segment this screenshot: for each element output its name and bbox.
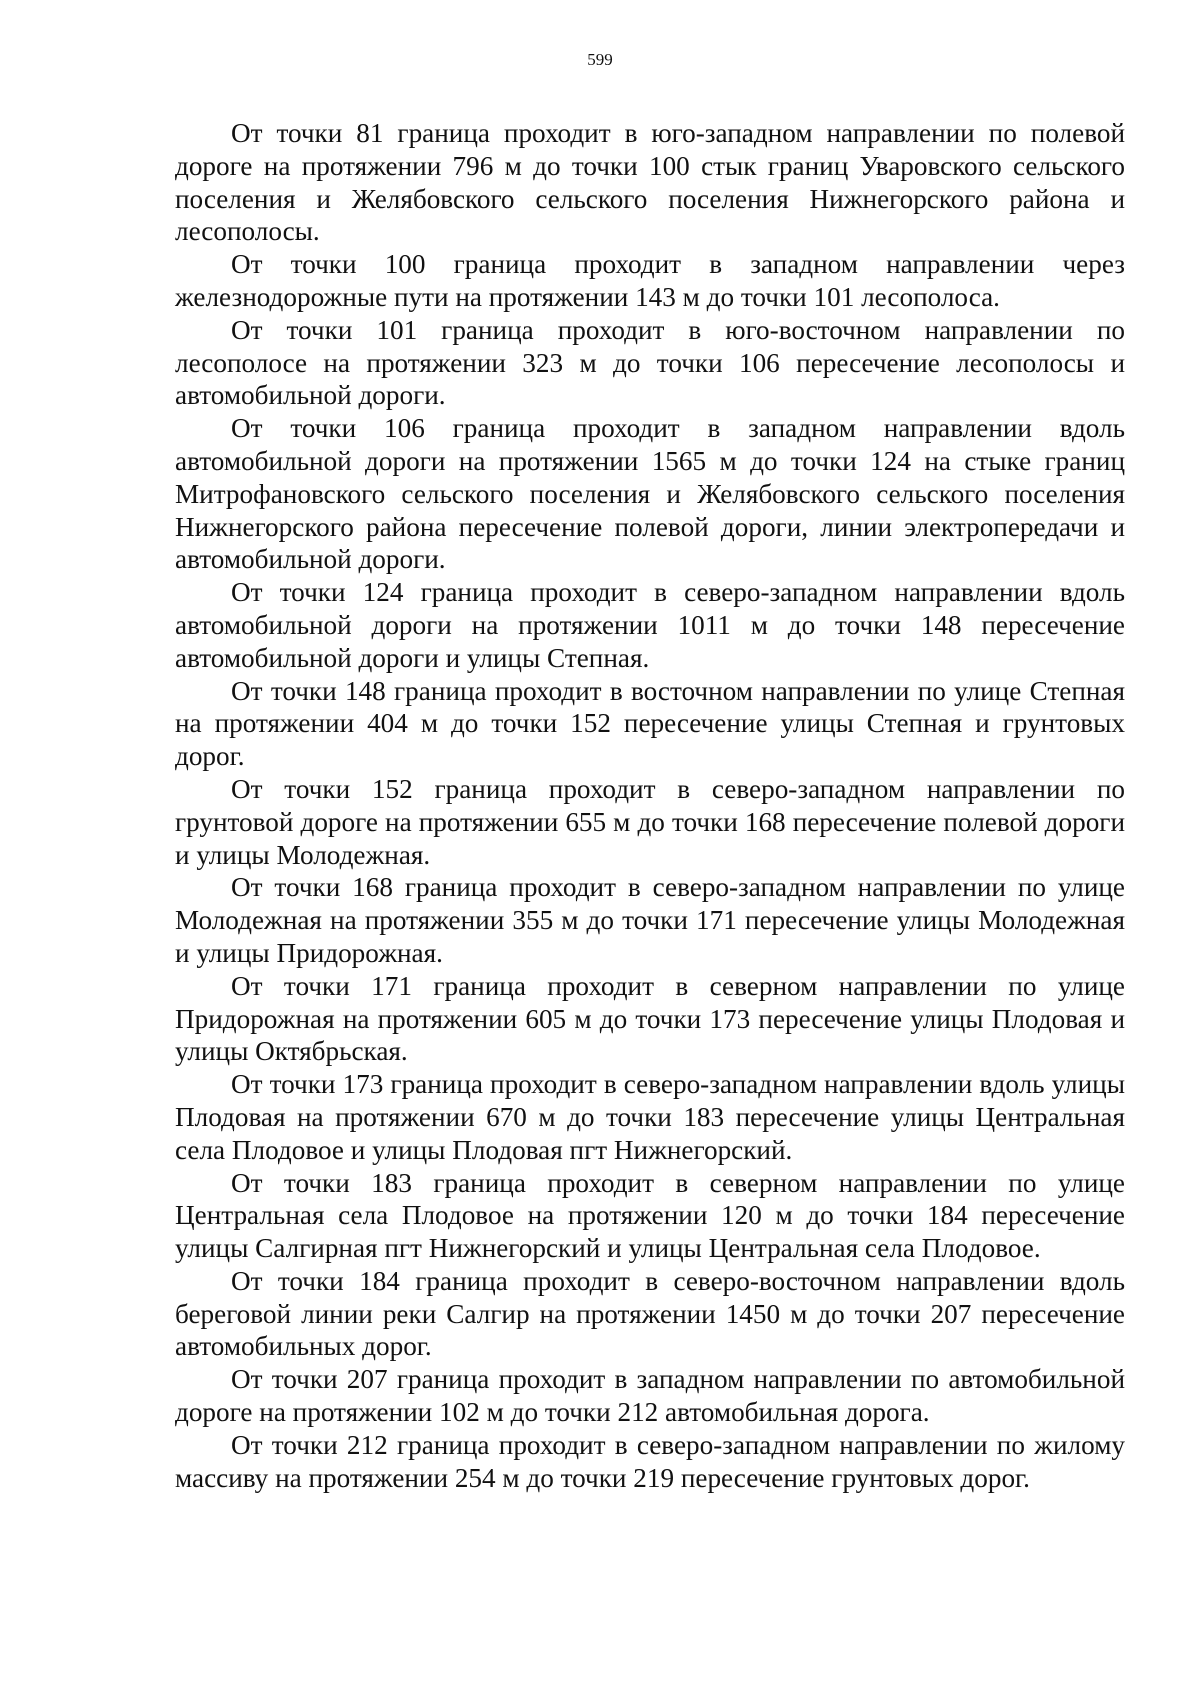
paragraph-point-183: От точки 183 граница проходит в северном направлении по улице Центральная села Плодовое на протяжении 120 м до точки 184 пересечение улицы Салгирная пгт Нижнегорский и улицы Центральная села Плодовое. xyxy=(175,1167,1125,1264)
paragraph-point-148: От точки 148 граница проходит в восточном направлении по улице Степная на протяжении 404 м до точки 152 пересечение улицы Степная и грунтовых дорог. xyxy=(175,675,1125,772)
paragraph-point-212: От точки 212 граница проходит в северо-западном направлении по жилому массиву на протяжении 254 м до точки 219 пересечение грунтовых дорог. xyxy=(175,1429,1125,1493)
paragraph-point-173: От точки 173 граница проходит в северо-западном направлении вдоль улицы Плодовая на протяжении 670 м до точки 183 пересечение улицы Центральная села Плодовое и улицы Плодовая пгт Нижнегорский. xyxy=(175,1069,1125,1165)
paragraph-point-101: От точки 101 граница проходит в юго-восточном направлении по лесополосе на протяжении 323 м до точки 106 пересечение лесополосы и автомобильной дороги. xyxy=(175,314,1125,411)
paragraph-point-152: От точки 152 граница проходит в северо-западном направлении по грунтовой дороге на протяжении 655 м до точки 168 пересечение полевой дороги и улицы Молодежная. xyxy=(175,773,1125,870)
document-body xyxy=(175,117,1125,1494)
paragraph-point-207: От точки 207 граница проходит в западном направлении по автомобильной дороге на протяжении 102 м до точки 212 автомобильная дорога. xyxy=(175,1364,1125,1428)
page-number: 599 xyxy=(587,50,613,69)
paragraph-point-124: От точки 124 граница проходит в северо-западном направлении вдоль автомобильной дороги на протяжении 1011 м до точки 148 пересечение автомобильной дороги и улицы Степная. xyxy=(175,577,1125,673)
paragraph-point-100: От точки 100 граница проходит в западном направлении через железнодорожные пути на протяжении 143 м до точки 101 лесополоса. xyxy=(175,249,1125,312)
paragraph-point-168: От точки 168 граница проходит в северо-западном направлении по улице Молодежная на протяжении 355 м до точки 171 пересечение улицы Молодежная и улицы Придорожная. xyxy=(175,872,1125,968)
paragraph-point-81: От точки 81 граница проходит в юго-западном направлении по полевой дороге на протяжении 796 м до точки 100 стык границ Уваровского сельского поселения и Желябовского сельского поселения Нижнегорского района и лесополосы. xyxy=(175,118,1125,247)
paragraph-point-171: От точки 171 граница проходит в северном направлении по улице Придорожная на протяжении 605 м до точки 173 пересечение улицы Плодовая и улицы Октябрьская. xyxy=(175,970,1125,1067)
paragraph-point-184: От точки 184 граница проходит в северо-восточном направлении вдоль береговой линии реки Салгир на протяжении 1450 м до точки 207 пересечение автомобильных дорог. xyxy=(175,1265,1125,1362)
paragraph-point-106: От точки 106 граница проходит в западном направлении вдоль автомобильной дороги на протяжении 1565 м до точки 124 на стыке границ Митрофановского сельского поселения и Желябовского сельского поселения Нижнегорского района пересечение полевой дороги, линии электропередачи и автомобильной дороги. xyxy=(175,413,1125,575)
